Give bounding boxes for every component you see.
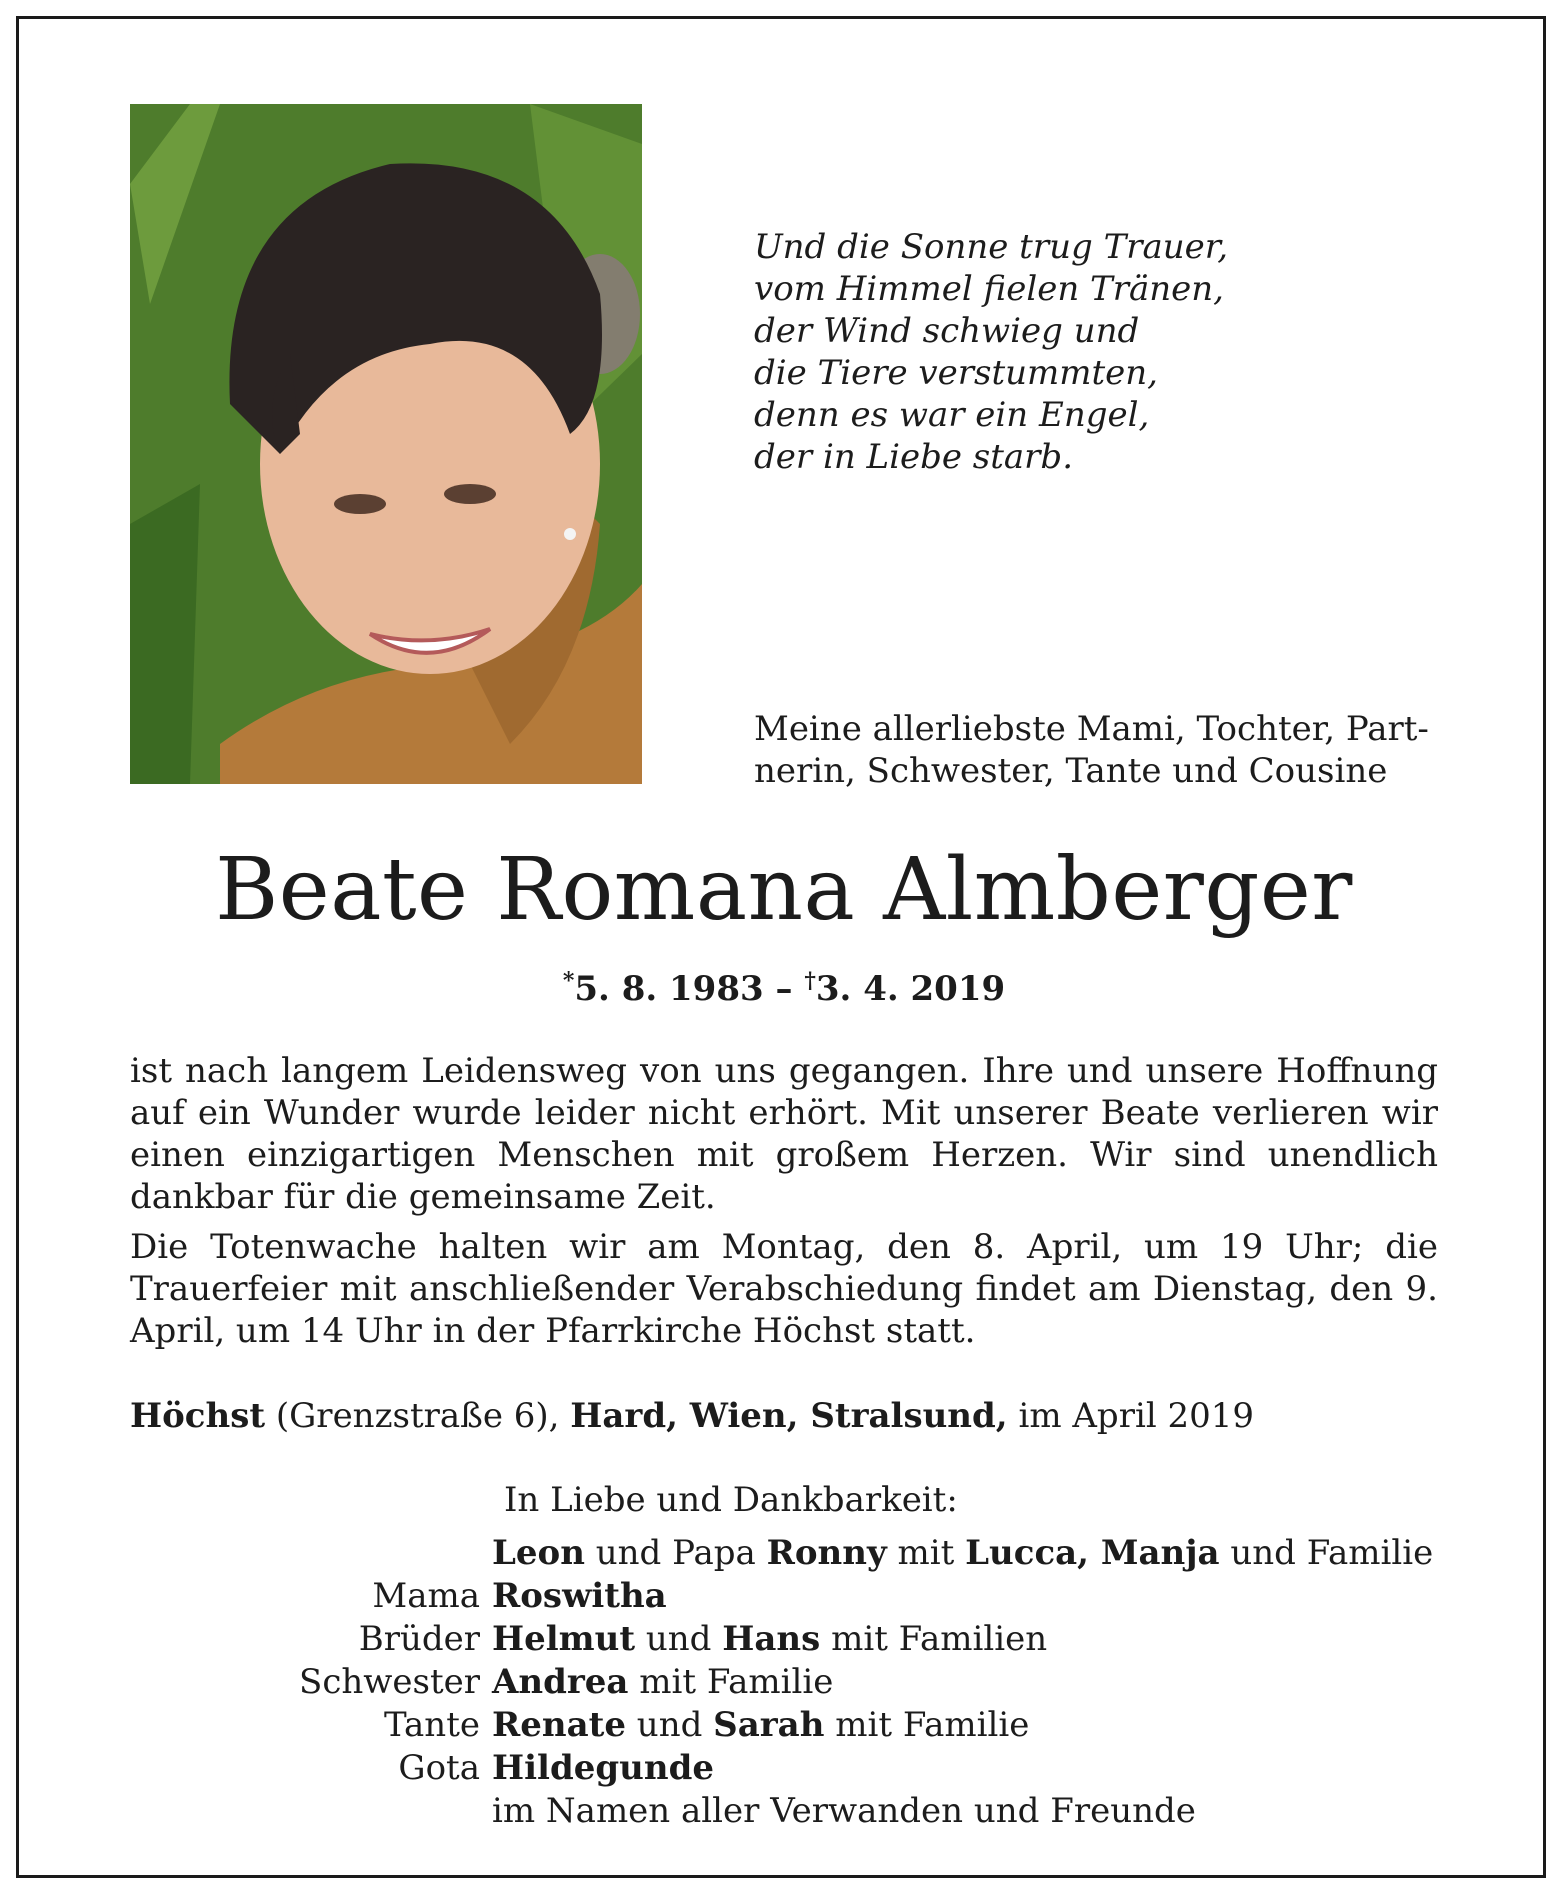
family-names [492,1661,833,1704]
family-text: mit Familie [628,1662,834,1702]
family-relation: Tante [384,1705,480,1745]
family-text: und Familie [1219,1533,1434,1573]
poem-line: der Wind schwieg und [754,311,1140,351]
family-row [130,1532,1470,1575]
family-relation: Schwester [299,1662,480,1702]
family-text: und [625,1705,714,1745]
poem [754,226,1228,478]
family-names [492,1532,1433,1575]
family-relation: Mama [372,1576,480,1616]
family-relation [130,1790,492,1833]
family-text: im Namen aller Verwanden und Freunde [492,1791,1196,1831]
family-relation [130,1532,492,1575]
family-relation: Brüder [358,1619,480,1659]
family-row [130,1661,1470,1704]
family-member-name: Leon [492,1533,585,1573]
family-member-name: Roswitha [492,1576,667,1616]
family-names [492,1704,1029,1747]
poem-line: denn es war ein Engel, [754,395,1150,435]
place-town: Höchst [130,1396,266,1436]
intro-text [754,708,1429,792]
family-text: mit Familie [824,1705,1030,1745]
birth-date: 5. 8. 1983 [574,969,764,1009]
family-member-name: Andrea [492,1662,629,1702]
deceased-name: Beate Romana Almberger [215,840,1353,940]
family-member-name: Sarah [713,1705,825,1745]
family-member-name: Lucca, Manja [965,1533,1220,1573]
funeral-details-paragraph: Die Totenwache halten wir am Montag, den 8. April, um 19 Uhr; die Trauerfeier mit anschließender Verabschiedung findet am Dienstag, den 9. April, um 14 Uhr in der Pfarrkirche Höchst statt. [130,1227,1438,1351]
place-date: im April 2019 [1007,1396,1255,1436]
birth-symbol: * [562,968,575,994]
date-separator: – [763,969,805,1009]
family-list [130,1532,1470,1833]
poem-line: vom Himmel fielen Tränen, [754,269,1224,309]
family-text: mit [886,1533,966,1573]
family-member-name: Helmut [492,1619,636,1659]
family-names [492,1790,1196,1833]
place-line [130,1396,1254,1436]
family-member-name: Hans [722,1619,821,1659]
family-text: mit Familien [820,1619,1048,1659]
place-others: Hard, Wien, Stralsund, [570,1396,1008,1436]
family-text: und [635,1619,723,1659]
thanks-line: In Liebe und Dankbarkeit: [504,1480,958,1520]
family-row [130,1618,1470,1661]
life-dates [0,968,1568,1009]
family-row [130,1575,1470,1618]
family-names [492,1575,667,1618]
intro-line: Meine allerliebste Mami, Tochter, Part- [754,709,1429,749]
family-member-name: Hildegunde [492,1748,714,1788]
family-member-name: Renate [492,1705,626,1745]
death-symbol: † [804,968,816,994]
family-row [130,1790,1470,1833]
announcement-paragraph: ist nach langem Leidensweg von uns gegangen. Ihre und unsere Hoffnung auf ein Wunder wurde leider nicht erhört. Mit unserer Beate verlieren wir einen einzigartigen Menschen mit großem Herzen. Wir sind unendlich dankbar für die gemeinsame Zeit. [130,1051,1438,1217]
family-member-name: Ronny [766,1533,887,1573]
poem-line: Und die Sonne trug Trauer, [754,227,1229,267]
family-text: und Papa [584,1533,767,1573]
poem-line: der in Liebe starb. [754,437,1073,477]
poem-line: die Tiere verstummten, [754,353,1158,393]
portrait-photo [130,104,642,784]
intro-line: nerin, Schwester, Tante und Cousine [754,751,1388,791]
place-address: (Grenzstraße 6), [265,1396,571,1436]
family-row [130,1747,1470,1790]
family-names [492,1618,1047,1661]
death-date: 3. 4. 2019 [815,969,1006,1009]
family-names [492,1747,714,1790]
family-relation: Gota [398,1748,480,1788]
family-row [130,1704,1470,1747]
